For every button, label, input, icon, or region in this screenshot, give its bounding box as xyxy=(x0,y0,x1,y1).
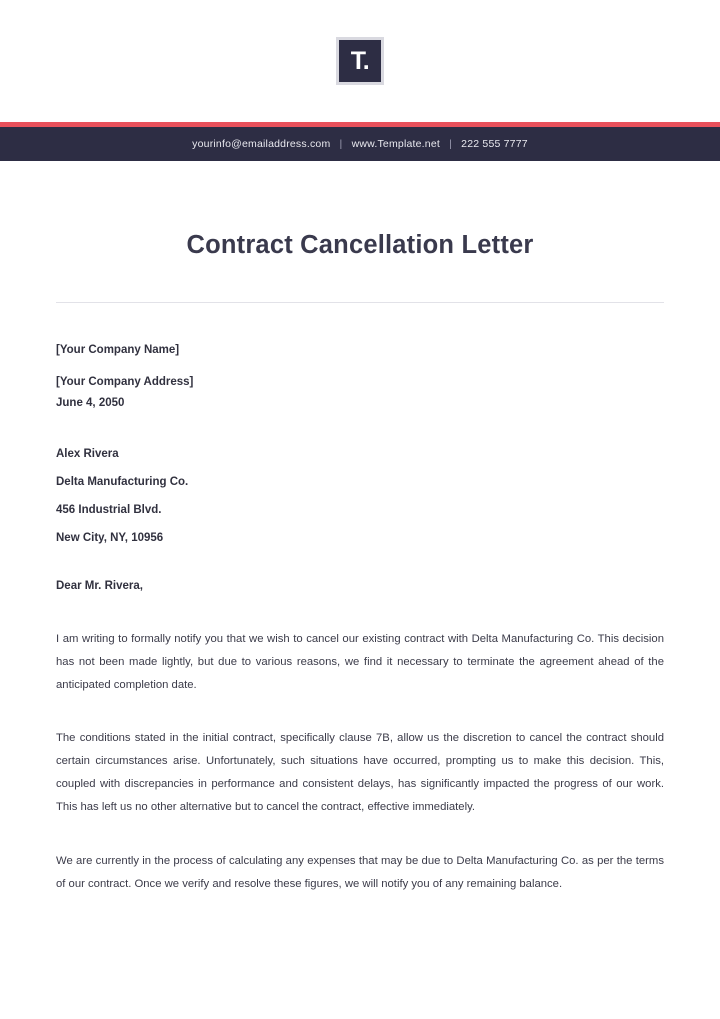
document-body xyxy=(0,231,720,896)
document-header xyxy=(0,0,720,122)
sender-company-name: [Your Company Name] xyxy=(56,344,180,356)
letter-paragraph: The conditions stated in the initial contract, specifically clause 7B, allow us the discretion to cancel the contract should certain circumstances arise. Unfortunately, such situations have occurred, prompting us to make this decision. This, coupled with discrepancies in performance and consistent delays, has significantly impacted the progress of our work. This has left us no other alternative but to cancel the contract, effective immediately. xyxy=(56,732,664,814)
recipient-city-state-zip: New City, NY, 10956 xyxy=(56,531,164,544)
contact-website: www.Template.net xyxy=(351,138,440,150)
recipient-company: Delta Manufacturing Co. xyxy=(56,475,189,488)
contact-phone: 222 555 7777 xyxy=(461,138,528,150)
recipient-name: Alex Rivera xyxy=(56,447,119,460)
letter-date: June 4, 2050 xyxy=(56,397,125,410)
page-title: Contract Cancellation Letter xyxy=(186,231,534,259)
title-divider xyxy=(56,302,664,303)
recipient-street: 456 Industrial Blvd. xyxy=(56,503,162,516)
letter-paragraph: We are currently in the process of calculating any expenses that may be due to Delta Manufacturing Co. as per the terms of our contract. Once we verify and resolve these figures, we will notify you of any remaining balance. xyxy=(56,854,664,890)
salutation: Dear Mr. Rivera, xyxy=(56,579,143,592)
brand-logo xyxy=(336,37,384,85)
contact-bar xyxy=(0,127,720,161)
contact-email: yourinfo@emailaddress.com xyxy=(192,138,331,150)
sender-company-address: [Your Company Address] xyxy=(56,375,194,388)
letter-paragraph: I am writing to formally notify you that we wish to cancel our existing contract with Delta Manufacturing Co. This decision has not been made lightly, but due to various reasons, we find it necessary to terminate the agreement ahead of the anticipated completion date. xyxy=(56,632,664,691)
brand-logo-text: T. xyxy=(350,46,370,75)
contact-separator-1: | xyxy=(339,138,343,150)
letter-body xyxy=(56,628,664,896)
sender-block xyxy=(56,343,664,412)
contact-separator-2: | xyxy=(449,138,453,150)
contact-bar-content xyxy=(192,138,528,150)
recipient-block xyxy=(56,448,664,544)
